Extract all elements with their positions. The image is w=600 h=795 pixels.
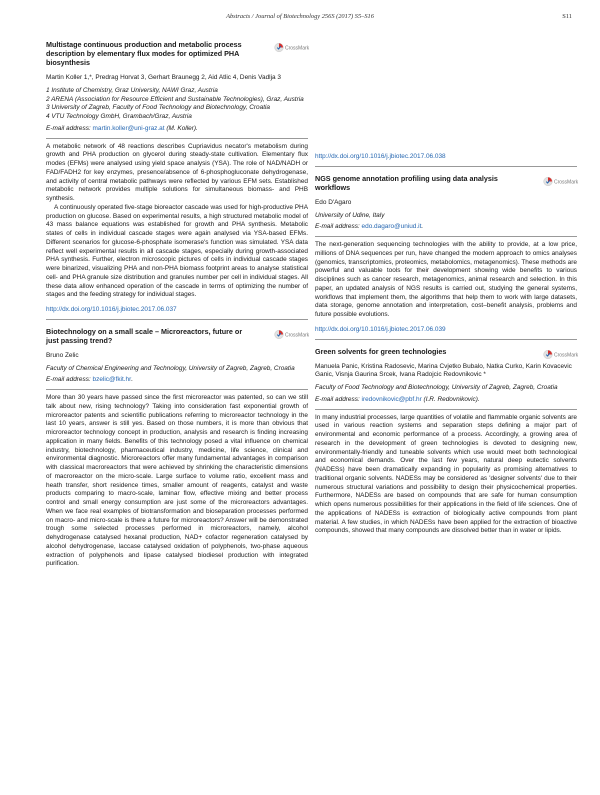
crossmark-icon xyxy=(543,176,579,187)
page-number: S11 xyxy=(562,13,572,20)
email-link[interactable]: bzelic@fkit.hr xyxy=(92,376,132,384)
email-link[interactable]: martin.koller@uni-graz.at xyxy=(92,124,165,132)
affiliation: 4 VTU Technology GmbH, Grambach/Graz, Austria xyxy=(46,113,192,120)
doi-link[interactable]: http://dx.doi.org/10.1016/j.jbiotec.2017.06.038 xyxy=(315,153,446,160)
paragraph: A continuously operated five-stage bioreactor cascade was used for high-productive PHA production on glucose. Based on experimental results, a high structured metabolic model of 43 mass balance equations was established for growth and PHA synthesis. Metabolic states of cells in individual cascade stages were again analysed via YSA-based EFMs. Different scenarios for glucose-6-phosphate isomerase's function was simulated. YSA data reflect well experimental results in all cascade stages, especially during growth-associated PHA synthesis. Further, electron microscopic pictures of cells in individual cascade stages were binarized, visualizing PHA and non-PHA biomass footprint areas to analyse statistical cell- and PHA granule size distribution and granules number per cell in individual stages. All these data allow enhanced operation of the cascade in terms of optimizing the number of stages and the feeding strategy for individual stages. xyxy=(46,203,308,299)
crossmark-label: CrossMark xyxy=(285,332,310,339)
abstract-divider xyxy=(315,236,577,237)
left-column xyxy=(46,40,308,644)
article-authors: Manuela Panic, Kristina Radosevic, Marina Cvjetko Bubalo, Natka Curko, Karin Kovacevic Ganic, Visnja Gaurina Srcek, Ivana Radojcic Redovnikovic * xyxy=(315,362,572,379)
article-pha-biosynthesis xyxy=(46,40,308,315)
crossmark-label: CrossMark xyxy=(554,351,579,358)
article-title: Multistage continuous production and metabolic process description by elementary flux modes for optimized PHA biosynthesis xyxy=(46,40,242,67)
affiliation-list xyxy=(46,87,308,122)
affiliation-list xyxy=(46,365,308,374)
email-line xyxy=(315,223,577,232)
article-authors: Edo D'Agaro xyxy=(315,198,352,206)
doi-link[interactable]: http://dx.doi.org/10.1016/j.jbiotec.2017.06.037 xyxy=(46,306,177,313)
crossmark-badge[interactable] xyxy=(543,349,579,360)
affiliation-list xyxy=(315,384,577,393)
email-suffix: (M. Koller). xyxy=(166,124,198,132)
affiliation: Faculty of Food Technology and Biotechnology, University of Zagreb, Zagreb, Croatia xyxy=(315,384,558,391)
crossmark-icon xyxy=(543,349,579,360)
journal-header: Abstracts / Journal of Biotechnology 256S (2017) S5–S16 xyxy=(226,13,374,20)
article-microreactors xyxy=(46,327,308,644)
email-link[interactable]: iredovnikovic@pbf.hr xyxy=(361,395,422,403)
crossmark-icon xyxy=(274,42,310,53)
email-suffix: . xyxy=(131,376,134,384)
abstract-body xyxy=(46,143,308,301)
affiliation-list xyxy=(315,212,577,221)
article-ngs-annotation xyxy=(315,174,577,335)
abstract-body xyxy=(315,414,577,537)
article-separator xyxy=(315,166,577,167)
abstract-divider xyxy=(315,409,577,410)
article-separator xyxy=(315,339,577,340)
affiliation: Faculty of Chemical Engineering and Technology, University of Zagreb, Zagreb, Croatia xyxy=(46,364,295,372)
article-authors: Bruno Zelic xyxy=(46,351,79,359)
doi-line xyxy=(315,326,577,335)
article-authors: Martin Koller 1,*, Predrag Horvat 3, Gerhart Braunegg 2, Aid Atlic 4, Denis Vadlja 3 xyxy=(46,74,281,81)
paragraph: More than 30 years have passed since the first microreactor was patented, so can we still talk about new, rising technology? Taking into consideration fast exponential growth of microreactor patents and scientific publications referring to microreactor technology in the last 10 years, answer is still yes. Based on those numbers, it is more than obvious that microreactor technology concept in production, analysis and research is finding increasing application in many fields. Benefits of this technology posed a vital influence on chemical industry, biotechnology, pharmaceutical industry, medicine, life science, clinical and environmental diagnostic. Microreactors offer many fundamental advantages in comparison with classical macroreactors that were achieved by shrinking the characteristic dimensions of macroreactor on the micro-scale. Large surface to volume ratio, excellent mass and heath transfer, short residence times, smaller amount of reagents, catalyst and waste products comparing to macro-scale, laminar flow, effective mixing and better process control and small energy consumption are just some of the microreactors advantages. When we face real examples of biotransformation and bioseparation processes performed on macro- and micro-scale is there a future for microreactors? Answer will be demonstrated trough some selected processes performed in microreactors, namely, alcohol dehydrogenase catalysed hexanal production, NAD+ cofactor regeneration catalysed by alcohol dehydrogenase, laccase catalysed oxidation of polyphenols, two-phase aqueous extraction of polyphenols and lipase catalysed biodiesel production with integrated purification. xyxy=(46,394,308,568)
abstract-body xyxy=(46,394,308,644)
email-label: E-mail address: xyxy=(315,223,360,231)
abstract-divider xyxy=(46,138,308,139)
affiliation: 1 Institute of Chemistry, Graz University, NAWI Graz, Austria xyxy=(46,86,218,94)
affiliation: 3 University of Zagreb, Faculty of Food Technology and Biotechnology, Croatia xyxy=(46,104,271,112)
crossmark-badge[interactable] xyxy=(543,176,579,187)
crossmark-badge[interactable] xyxy=(274,329,310,340)
email-line xyxy=(315,396,577,405)
email-line xyxy=(46,376,308,385)
article-title: Biotechnology on a small scale – Microreactors, future or just passing trend? xyxy=(46,326,243,345)
email-suffix: . xyxy=(421,223,424,231)
email-label: E-mail address: xyxy=(46,376,91,384)
abstract-body xyxy=(315,241,577,320)
article-title: NGS genome annotation profiling using data analysis workflows xyxy=(315,173,498,192)
paragraph: A metabolic network of 48 reactions describes Cupriavidus necator's metabolism during growth and PHA production on glycerol during steady-state cultivation. Elementary flux modes (EFMs) were analysed using yield space analysis (YSA). The role of NAD/NADH or FAD/FADH2 for key enzymes, presence/absence of 6-phosphogluconate dehydrogenase, and activity of central metabolic pathways were reflected by various EFM sets. Established metabolic network provides multiple solutions for simultaneous biomass- and PHB synthesis. xyxy=(46,142,308,202)
email-link[interactable]: edo.dagaro@uniud.it xyxy=(361,223,422,231)
doi-line xyxy=(315,153,577,162)
affiliation: 2 ARENA (Association for Resource Efficient and Sustainable Technologies), Graz, Austria xyxy=(46,95,304,103)
email-suffix: (I.R. Redovnikovic). xyxy=(423,395,480,403)
article-separator xyxy=(46,319,308,320)
email-line xyxy=(46,125,308,134)
crossmark-label: CrossMark xyxy=(554,179,579,186)
email-label: E-mail address: xyxy=(315,395,360,403)
crossmark-badge[interactable] xyxy=(274,42,310,53)
email-label: E-mail address: xyxy=(46,124,91,132)
crossmark-icon xyxy=(274,329,310,340)
paragraph: In many industrial processes, large quantities of volatile and flammable organic solvents are used in various reaction systems and separation steps defining a major part of environmental and economic performance of a process. Accordingly, a growing area of research in the development of green technologies is devoted to designing new, environmentally-friendly and tuneable solvents which use would meet both technological and economical demands. Over the last few years, natural deep eutectic solvents (NADESs) have been dramatically expanding in popularity as promising alternatives to traditional organic solvents. NADESs may be considered as 'designer solvents' due to their numerous structural variations and possibility to design their physicochemical properties. Furthermore, NADESs are based on compounds that are safe for human consumption which opens numerous possibilities for their applications in the field of life sciences. One of the applications of NADESs is extraction of biologically active compounds from plant material. A few studies, in which NADESs have been applied for the extraction of bioactive compounds, showed that many compounds are dissolved better than in water or lipids. xyxy=(315,413,577,535)
affiliation: University of Udine, Italy xyxy=(315,211,385,219)
article-green-solvents xyxy=(315,347,577,537)
crossmark-label: CrossMark xyxy=(285,45,310,52)
doi-link[interactable]: http://dx.doi.org/10.1016/j.jbiotec.2017.06.039 xyxy=(315,325,446,333)
doi-line xyxy=(46,306,308,315)
right-column xyxy=(315,24,577,536)
abstract-continued xyxy=(315,24,577,147)
abstract-divider xyxy=(46,389,308,390)
article-title: Green solvents for green technologies xyxy=(315,346,447,356)
paragraph: The next-generation sequencing technologies with the ability to provide, at a low price, millions of DNA sequences per run, have changed the modern approach to omics analyses (genomics, transcriptomics, proteomics, metabolomics, metagenomics). These methods are powerful and valuable tools for their development showing wide benefits to various disciplines such as cancer research, metagenomics, animal research and selection. In this paper, an updated analysis of NGS results is carried out, studying the general systems, workflows that implement them, the algorithms that help them to work with large datasets, data storage, genome annotation and interpretation, cost–benefit analysis, problems and future possible evolutions. xyxy=(315,241,577,318)
